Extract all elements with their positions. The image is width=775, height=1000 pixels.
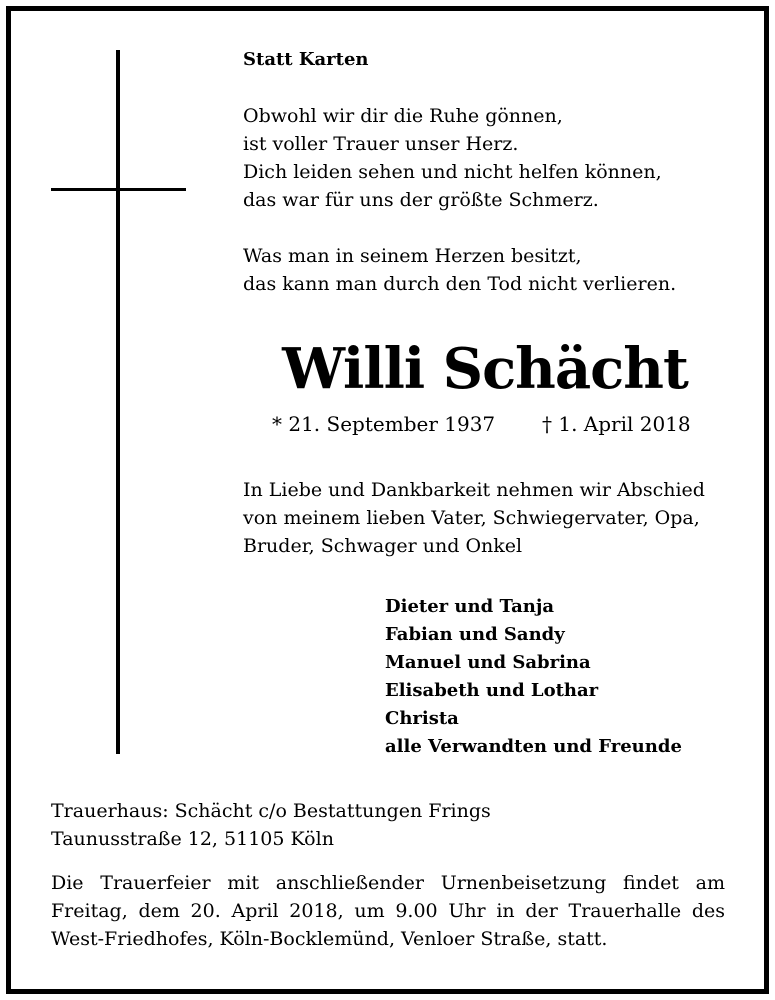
ceremony-line: West-Friedhofes, Köln-Bocklemünd, Venloer Straße, statt. — [51, 928, 608, 950]
statt-karten-heading: Statt Karten — [243, 49, 369, 70]
poem-line: das kann man durch den Tod nicht verlieren. — [243, 273, 677, 295]
mourner-item: Elisabeth und Lothar — [385, 680, 599, 701]
address-line: Taunusstraße 12, 51105 Köln — [51, 828, 334, 850]
mourner-item: Manuel und Sabrina — [385, 652, 591, 673]
poem-line: das war für uns der größte Schmerz. — [243, 189, 599, 211]
trauerhaus-address — [51, 797, 491, 853]
cross-horizontal-bar — [51, 188, 186, 191]
mourner-item: alle Verwandten und Freunde — [385, 736, 682, 757]
mourner-item: Christa — [385, 708, 459, 729]
ceremony-line: Die Trauerfeier mit anschließender Urnenbeisetzung findet am — [51, 872, 725, 894]
poem-line: Was man in seinem Herzen besitzt, — [243, 245, 582, 267]
ceremony-info — [51, 869, 725, 953]
ceremony-line: Freitag, dem 20. April 2018, um 9.00 Uhr in der Trauerhalle des — [51, 900, 725, 922]
mourners-list — [385, 593, 682, 761]
poem-line: Dich leiden sehen und nicht helfen können, — [243, 161, 662, 183]
farewell-text — [243, 476, 705, 560]
address-line: Trauerhaus: Schächt c/o Bestattungen Frings — [51, 800, 491, 822]
poem-stanza-2 — [243, 242, 676, 298]
death-date: † 1. April 2018 — [542, 412, 691, 436]
mourner-item: Fabian und Sandy — [385, 624, 565, 645]
mourner-item: Dieter und Tanja — [385, 596, 555, 617]
farewell-line: In Liebe und Dankbarkeit nehmen wir Abschied — [243, 479, 705, 501]
deceased-name: Willi Schächt — [282, 336, 688, 402]
poem-line: Obwohl wir dir die Ruhe gönnen, — [243, 105, 563, 127]
farewell-line: von meinem lieben Vater, Schwiegervater, Opa, — [243, 507, 700, 529]
poem-stanza-1 — [243, 102, 662, 214]
poem-line: ist voller Trauer unser Herz. — [243, 133, 519, 155]
birth-date: * 21. September 1937 — [272, 412, 496, 436]
farewell-line: Bruder, Schwager und Onkel — [243, 535, 523, 557]
